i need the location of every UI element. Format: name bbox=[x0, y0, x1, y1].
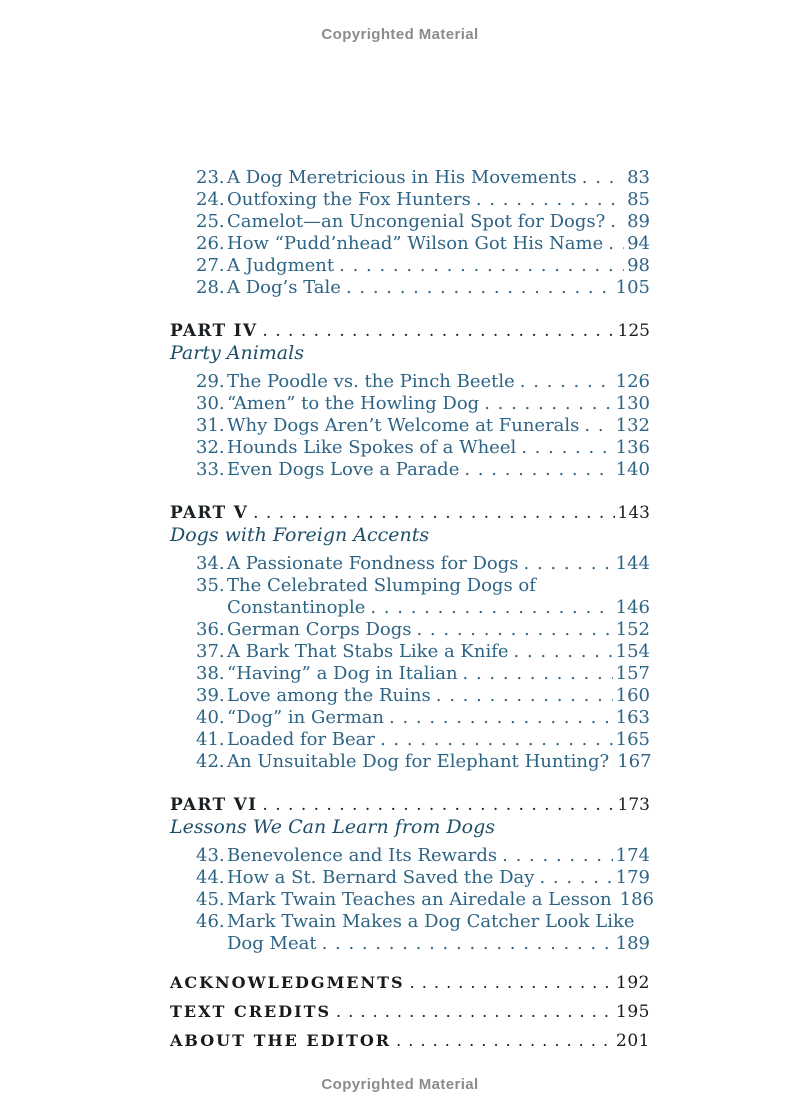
toc-entry bbox=[196, 619, 650, 641]
chapter-number: 30. bbox=[196, 393, 225, 414]
chapter-title: Even Dogs Love a Parade bbox=[227, 459, 460, 480]
part-label: PART V bbox=[170, 503, 249, 523]
toc-part-heading bbox=[170, 794, 650, 816]
toc-entry bbox=[196, 751, 650, 773]
toc-entry bbox=[196, 729, 650, 751]
part-label: PART IV bbox=[170, 321, 258, 341]
toc-entry bbox=[196, 189, 650, 211]
dot-leader bbox=[396, 1030, 613, 1052]
chapter-number: 26. bbox=[196, 233, 225, 254]
chapter-number: 27. bbox=[196, 255, 225, 276]
backmatter-label: ACKNOWLEDGMENTS bbox=[170, 973, 405, 992]
chapter-group bbox=[170, 371, 650, 481]
toc-part-subtitle bbox=[170, 524, 650, 546]
page-number: 130 bbox=[615, 393, 650, 414]
copyright-notice-bottom: Copyrighted Material bbox=[321, 1076, 479, 1093]
dot-leader bbox=[253, 502, 614, 524]
chapter-title: Why Dogs Aren’t Welcome at Funerals bbox=[227, 415, 580, 436]
toc-entry bbox=[196, 437, 650, 459]
chapter-number: 39. bbox=[196, 685, 225, 706]
dot-leader bbox=[336, 1001, 613, 1023]
chapter-title: A Passionate Fondness for Dogs bbox=[227, 553, 519, 574]
dot-leader bbox=[484, 393, 612, 415]
page-number: 105 bbox=[615, 277, 650, 298]
toc-entry bbox=[196, 459, 650, 481]
chapter-number: 40. bbox=[196, 707, 225, 728]
chapter-title: A Bark That Stabs Like a Knife bbox=[227, 641, 509, 662]
dot-leader bbox=[539, 867, 612, 889]
chapter-number: 32. bbox=[196, 437, 225, 458]
page-number: 94 bbox=[627, 233, 650, 254]
toc-entry bbox=[196, 685, 650, 707]
toc-entry bbox=[196, 371, 650, 393]
dot-leader bbox=[610, 211, 624, 233]
page-number: 165 bbox=[615, 729, 650, 750]
chapter-number: 38. bbox=[196, 663, 225, 684]
page-number: 173 bbox=[617, 795, 650, 815]
chapter-title: A Dog’s Tale bbox=[227, 277, 341, 298]
chapter-title: Benevolence and Its Rewards bbox=[227, 845, 498, 866]
toc-entry bbox=[196, 255, 650, 277]
page-number: 174 bbox=[615, 845, 650, 866]
chapter-title: An Unsuitable Dog for Elephant Hunting? bbox=[227, 751, 610, 772]
page-number: 189 bbox=[615, 933, 650, 954]
page-number: 157 bbox=[615, 663, 650, 684]
chapter-title-continued: Dog Meat bbox=[227, 933, 317, 954]
chapter-title: Loaded for Bear bbox=[227, 729, 375, 750]
toc-part-heading bbox=[170, 320, 650, 342]
chapter-number: 36. bbox=[196, 619, 225, 640]
chapter-title: A Dog Meretricious in His Movements bbox=[227, 167, 577, 188]
toc-entry bbox=[196, 277, 650, 299]
page-number: 144 bbox=[615, 553, 650, 574]
chapter-number: 46. bbox=[196, 911, 225, 932]
chapter-title: The Poodle vs. the Pinch Beetle bbox=[227, 371, 515, 392]
chapter-title: How a St. Bernard Saved the Day bbox=[227, 867, 535, 888]
chapter-number: 25. bbox=[196, 211, 225, 232]
chapter-number: 33. bbox=[196, 459, 225, 480]
chapter-group bbox=[170, 845, 655, 955]
part-section bbox=[170, 502, 650, 773]
chapter-number: 28. bbox=[196, 277, 225, 298]
dot-leader bbox=[514, 641, 613, 663]
toc-entry bbox=[196, 707, 650, 729]
page-number: 160 bbox=[615, 685, 650, 706]
page-number: 98 bbox=[627, 255, 650, 276]
chapter-number: 43. bbox=[196, 845, 225, 866]
chapter-number: 44. bbox=[196, 867, 225, 888]
toc-entry bbox=[196, 889, 655, 911]
chapter-number: 42. bbox=[196, 751, 225, 772]
chapter-title: Outfoxing the Fox Hunters bbox=[227, 189, 471, 210]
chapter-number: 34. bbox=[196, 553, 225, 574]
backmatter-label: TEXT CREDITS bbox=[170, 1002, 332, 1021]
chapter-title: Mark Twain Teaches an Airedale a Lesson bbox=[227, 889, 612, 910]
dot-leader bbox=[262, 794, 614, 816]
toc-entry bbox=[196, 867, 650, 889]
dot-leader bbox=[262, 320, 614, 342]
page-number: 140 bbox=[615, 459, 650, 480]
toc-entry bbox=[196, 663, 650, 685]
chapter-number: 31. bbox=[196, 415, 225, 436]
toc-entry-continuation bbox=[227, 933, 650, 955]
page-number: 136 bbox=[615, 437, 650, 458]
dot-leader bbox=[410, 972, 613, 994]
chapter-title: “Amen” to the Howling Dog bbox=[227, 393, 480, 414]
page-number: 152 bbox=[615, 619, 650, 640]
dot-leader bbox=[502, 845, 612, 867]
part-section bbox=[170, 794, 655, 955]
toc-backmatter-entry bbox=[170, 1030, 650, 1052]
copyright-notice-top: Copyrighted Material bbox=[321, 26, 479, 43]
toc-entry bbox=[196, 553, 650, 575]
chapter-number: 24. bbox=[196, 189, 225, 210]
part-subtitle-text: Party Animals bbox=[170, 342, 304, 364]
page-number: 125 bbox=[617, 321, 650, 341]
toc-entry-continuation bbox=[227, 597, 650, 619]
dot-leader bbox=[322, 933, 613, 955]
backmatter-section bbox=[170, 972, 650, 1052]
page-number: 83 bbox=[627, 167, 650, 188]
chapter-number: 37. bbox=[196, 641, 225, 662]
page-number: 163 bbox=[615, 707, 650, 728]
chapter-group-intro bbox=[170, 167, 650, 299]
dot-leader bbox=[346, 277, 613, 299]
chapter-title: How “Pudd’nhead” Wilson Got His Name bbox=[227, 233, 604, 254]
chapter-number: 45. bbox=[196, 889, 225, 910]
page-number: 179 bbox=[615, 867, 650, 888]
backmatter-label: ABOUT THE EDITOR bbox=[170, 1031, 392, 1050]
part-subtitle-text: Dogs with Foreign Accents bbox=[170, 524, 430, 546]
chapter-title: German Corps Dogs bbox=[227, 619, 412, 640]
dot-leader bbox=[464, 459, 612, 481]
toc-backmatter-entry bbox=[170, 1001, 650, 1023]
dot-leader bbox=[520, 371, 613, 393]
dot-leader bbox=[416, 619, 612, 641]
chapter-title: “Having” a Dog in Italian bbox=[227, 663, 458, 684]
chapter-title: The Celebrated Slumping Dogs of bbox=[227, 575, 536, 596]
page-number: 143 bbox=[617, 503, 650, 523]
page-number: 201 bbox=[616, 1031, 650, 1051]
toc-entry bbox=[196, 911, 650, 933]
dot-leader bbox=[582, 167, 624, 189]
dot-leader bbox=[584, 415, 612, 437]
toc-entry bbox=[196, 415, 650, 437]
page-number: 154 bbox=[615, 641, 650, 662]
page-number: 126 bbox=[615, 371, 650, 392]
page-number: 192 bbox=[616, 973, 650, 993]
chapter-title-continued: Constantinople bbox=[227, 597, 366, 618]
page-number: 146 bbox=[615, 597, 650, 618]
toc-part-heading bbox=[170, 502, 650, 524]
toc-entry bbox=[196, 641, 650, 663]
toc-part-subtitle bbox=[170, 816, 650, 838]
part-label: PART VI bbox=[170, 795, 258, 815]
chapter-number: 23. bbox=[196, 167, 225, 188]
dot-leader bbox=[370, 597, 612, 619]
toc-entry bbox=[196, 393, 650, 415]
chapter-group bbox=[170, 553, 650, 773]
chapter-title: Hounds Like Spokes of a Wheel bbox=[227, 437, 517, 458]
chapter-number: 41. bbox=[196, 729, 225, 750]
dot-leader bbox=[436, 685, 613, 707]
dot-leader bbox=[476, 189, 624, 211]
toc-entry bbox=[196, 575, 650, 597]
toc-entry bbox=[196, 211, 650, 233]
dot-leader bbox=[380, 729, 613, 751]
chapter-number: 29. bbox=[196, 371, 225, 392]
part-subtitle-text: Lessons We Can Learn from Dogs bbox=[170, 816, 495, 838]
dot-leader bbox=[524, 553, 613, 575]
toc-entry bbox=[196, 845, 650, 867]
part-section bbox=[170, 320, 650, 481]
chapter-title: Mark Twain Makes a Dog Catcher Look Like bbox=[227, 911, 635, 932]
dot-leader bbox=[521, 437, 612, 459]
toc-entry bbox=[196, 167, 650, 189]
page-number: 85 bbox=[627, 189, 650, 210]
chapter-title: A Judgment bbox=[227, 255, 335, 276]
chapter-title: “Dog” in German bbox=[227, 707, 385, 728]
chapter-title: Camelot—an Uncongenial Spot for Dogs? bbox=[227, 211, 606, 232]
page-number: 167 bbox=[617, 751, 652, 772]
page-number: 186 bbox=[619, 889, 655, 910]
dot-leader bbox=[339, 255, 624, 277]
chapter-title: Love among the Ruins bbox=[227, 685, 431, 706]
page-number: 195 bbox=[616, 1002, 650, 1022]
toc-backmatter-entry bbox=[170, 972, 650, 994]
chapter-number: 35. bbox=[196, 575, 225, 596]
dot-leader bbox=[389, 707, 613, 729]
toc-part-subtitle bbox=[170, 342, 650, 364]
page-number: 89 bbox=[627, 211, 650, 232]
page-number: 132 bbox=[615, 415, 650, 436]
toc-entry bbox=[196, 233, 650, 255]
dot-leader bbox=[463, 663, 613, 685]
dot-leader bbox=[608, 233, 624, 255]
